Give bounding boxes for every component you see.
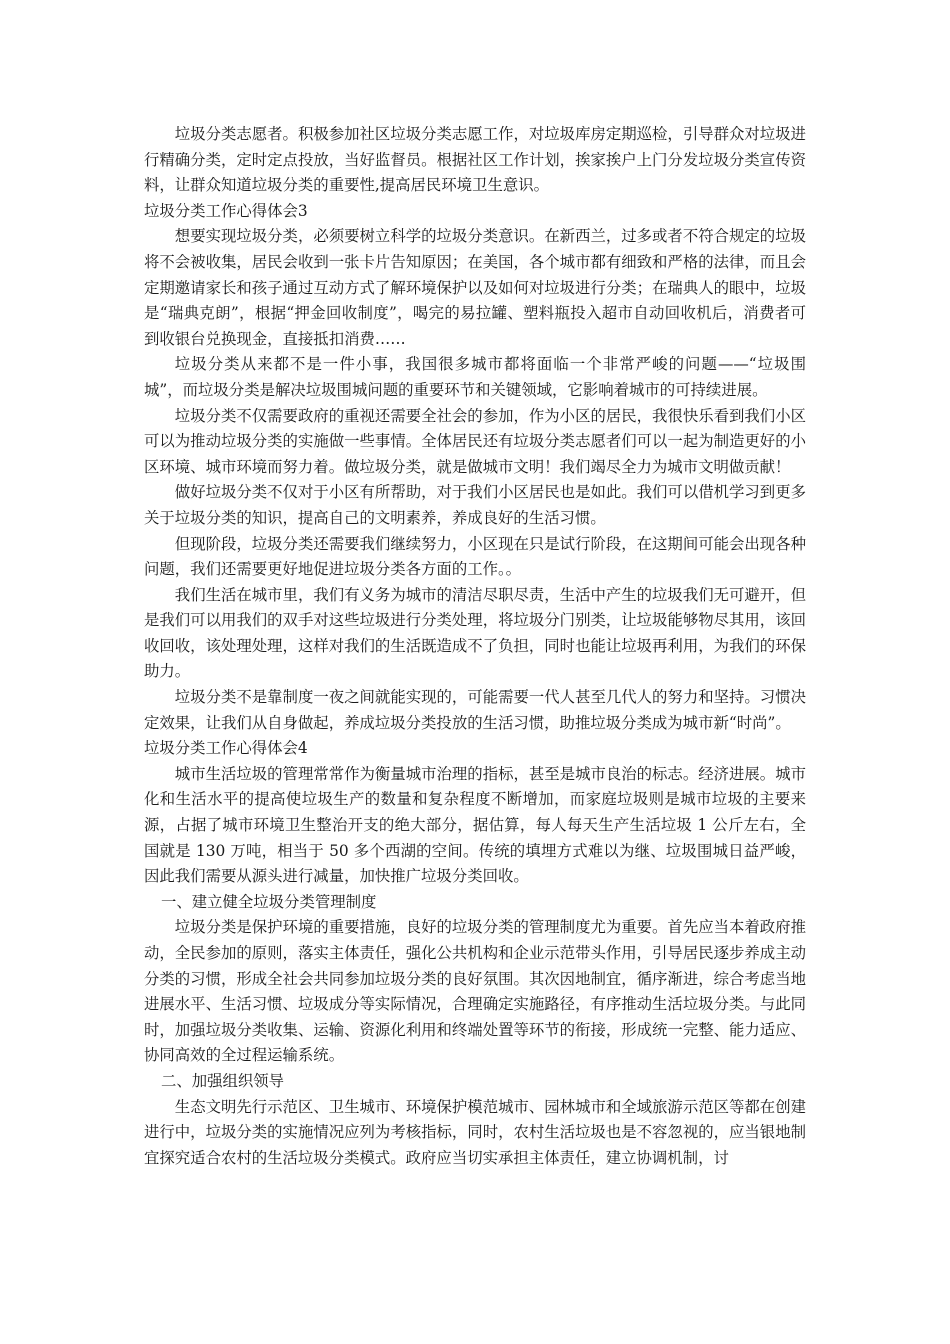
document-page bbox=[144, 122, 806, 1171]
paragraph-garbage-siege: 垃圾分类从来都不是一件小事，我国很多城市都将面临一个非常严峻的问题——“垃圾围城”，而垃圾分类是解决垃圾围城问题的重要环节和关键领域，它影响着城市的可持续进展。 bbox=[144, 355, 806, 399]
paragraph-volunteer: 垃圾分类志愿者。积极参加社区垃圾分类志愿工作，对垃圾库房定期巡检，引导群众对垃圾进行精确分类，定时定点投放，当好监督员。根据社区工作计划，挨家挨户上门分发垃圾分类宣传资料，让群众知道垃圾分类的重要性,提高居民环境卫生意识。 bbox=[144, 125, 806, 195]
paragraph-management-system: 垃圾分类是保护环境的重要措施，良好的垃圾分类的管理制度尤为重要。首先应当本着政府推动，全民参加的原则，落实主体责任，强化公共机构和企业示范带头作用，引导居民逐步养成主动分类的习惯，形成全社会共同参加垃圾分类的良好氛围。其次因地制宜，循序渐进，综合考虑当地进展水平、生活习惯、垃圾成分等实际情况，合理确定实施路径，有序推动生活垃圾分类。与此同时，加强垃圾分类收集、运输、资源化利用和终端处置等环节的衔接，形成统一完整、能力适应、协同高效的全过程运输系统。 bbox=[144, 918, 806, 1065]
subheading-leadership: 二、加强组织领导 bbox=[160, 1071, 285, 1090]
paragraph-foreign-examples: 想要实现垃圾分类，必须要树立科学的垃圾分类意识。在新西兰，过多或者不符合规定的垃圾将不会被收集，居民会收到一张卡片告知原因；在美国，各个城市都有细致和严格的法律，而且会定期邀请家长和孩子通过互动方式了解环境保护以及如何对垃圾进行分类；在瑞典人的眼中，垃圾是“瑞典克朗”，根据“押金回收制度”，喝完的易拉罐、塑料瓶投入超市自动回收机后，消费者可到收银台兑换现金，直接抵扣消费…… bbox=[144, 227, 806, 348]
section-heading-3: 垃圾分类工作心得体会3 bbox=[144, 201, 308, 220]
section-heading-4: 垃圾分类工作心得体会4 bbox=[144, 739, 308, 758]
subheading-management-system: 一、建立健全垃圾分类管理制度 bbox=[160, 892, 377, 911]
paragraph-community-participation: 垃圾分类不仅需要政府的重视还需要全社会的参加，作为小区的居民，我很快乐看到我们小区可以为推动垃圾分类的实施做一些事情。全体居民还有垃圾分类志愿者们可以一起为制造更好的小区环境、城市环境而努力着。做垃圾分类，就是做城市文明！我们竭尽全力为城市文明做贡献！ bbox=[144, 406, 806, 476]
paragraph-urban-governance: 城市生活垃圾的管理常常作为衡量城市治理的指标，甚至是城市良治的标志。经济进展。城市化和生活水平的提高使垃圾生产的数量和复杂程度不断增加，而家庭垃圾则是城市垃圾的主要来源，占据了城市环境卫生整治开支的绝大部分，据估算，每人每天生产生活垃圾 1 公斤左右，全国就是 130 万吨，相当于 50 多个西湖的空间。传统的填埋方式难以为继、垃圾围城日益严峻，因此我们需要从源头进行减量，加快推广垃圾分类回收。 bbox=[144, 764, 806, 886]
paragraph-city-duty: 我们生活在城市里，我们有义务为城市的清洁尽职尽责，生活中产生的垃圾我们无可避开，但是我们可以用我们的双手对这些垃圾进行分类处理，将垃圾分门别类，让垃圾能够物尽其用，该回收回收，该处理处理，这样对我们的生活既造成不了负担，同时也能让垃圾再利用，为我们的环保助力。 bbox=[144, 585, 806, 681]
paragraph-habit: 垃圾分类不是靠制度一夜之间就能实现的，可能需要一代人甚至几代人的努力和坚持。习惯决定效果，让我们从自身做起，养成垃圾分类投放的生活习惯，助推垃圾分类成为城市新“时尚”。 bbox=[144, 688, 806, 732]
paragraph-leadership: 生态文明先行示范区、卫生城市、环境保护模范城市、园林城市和全域旅游示范区等都在创建进行中，垃圾分类的实施情况应列为考核指标，同时，农村生活垃圾也是不容忽视的，应当银地制宜探究适合农村的生活垃圾分类模式。政府应当切实承担主体责任，建立协调机制，讨 bbox=[144, 1097, 806, 1167]
paragraph-current-stage: 但现阶段，垃圾分类还需要我们继续努力，小区现在只是试行阶段，在这期间可能会出现各种问题，我们还需要更好地促进垃圾分类各方面的工作。。 bbox=[144, 534, 806, 579]
paragraph-resident-benefit: 做好垃圾分类不仅对于小区有所帮助，对于我们小区居民也是如此。我们可以借机学习到更多关于垃圾分类的知识，提高自己的文明素养，养成良好的生活习惯。 bbox=[144, 483, 806, 527]
